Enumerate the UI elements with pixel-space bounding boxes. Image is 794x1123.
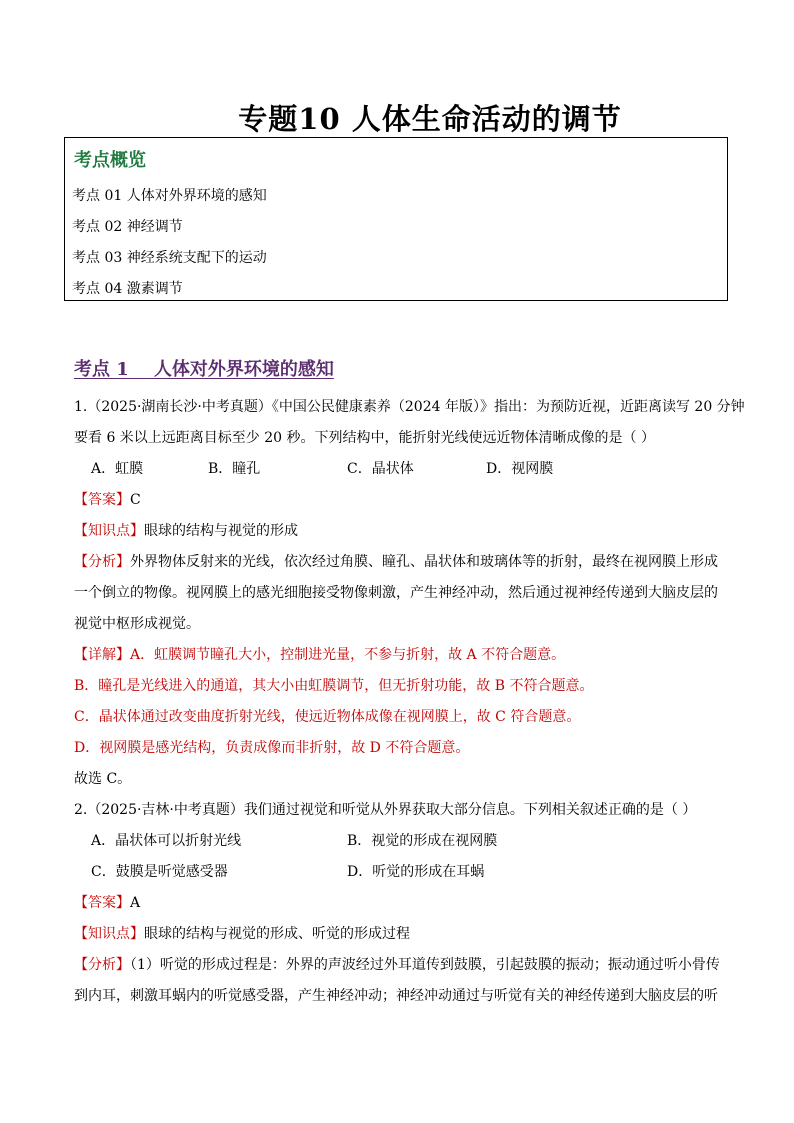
overview-item: 考点 04 激素调节 xyxy=(72,281,183,297)
analysis-line xyxy=(74,954,720,974)
analysis-text: 到内耳，刺激耳蜗内的听觉感受器，产生神经冲动；神经冲动通过与听觉有关的神经传递到大脑皮层的听 xyxy=(74,988,718,1004)
detail-tag: 【详解】 xyxy=(74,647,130,663)
answer-line xyxy=(74,892,140,912)
analysis-text: （1）听觉的形成过程是：外界的声波经过外耳道传到鼓膜，引起鼓膜的振动；振动通过听小骨传 xyxy=(130,957,720,973)
question-stem: 2.（2025·吉林·中考真题）我们通过视觉和听觉从外界获取大部分信息。下列相关叙述正确的是（ ） xyxy=(74,802,697,818)
analysis-text: 外界物体反射来的光线，依次经过角膜、瞳孔、晶状体和玻璃体等的折射，最终在视网膜上形成 xyxy=(130,554,718,570)
detail-text: D．视网膜是感光结构，负责成像而非折射，故 D 不符合题意。 xyxy=(74,740,470,756)
option: A．晶状体可以折射光线 xyxy=(91,833,242,849)
knowledge-line xyxy=(74,923,410,943)
conclusion: 故选 C。 xyxy=(74,771,132,787)
question-stem: 1.（2025·湖南长沙·中考真题）《中国公民健康素养（2024 年版）》指出：为预防近视，近距离读写 20 分钟 xyxy=(74,399,745,415)
detail-text: B．瞳孔是光线进入的通道，其大小由虹膜调节，但无折射功能，故 B 不符合题意。 xyxy=(74,678,594,694)
option: C．晶状体 xyxy=(347,461,414,477)
option: C．鼓膜是听觉感受器 xyxy=(91,864,228,880)
answer-value: C xyxy=(130,492,141,508)
analysis-tag: 【分析】 xyxy=(74,957,130,973)
overview-item: 考点 01 人体对外界环境的感知 xyxy=(72,188,267,204)
analysis-text: 视觉中枢形成视觉。 xyxy=(74,616,200,632)
option: A．虹膜 xyxy=(91,461,144,477)
overview-item: 考点 03 神经系统支配下的运动 xyxy=(72,250,267,266)
option: D．视网膜 xyxy=(486,461,554,477)
knowledge-tag: 【知识点】 xyxy=(74,523,144,539)
overview-item: 考点 02 神经调节 xyxy=(72,219,183,235)
section-heading: 考点 1 人体对外界环境的感知 xyxy=(74,359,334,380)
detail-text: C．晶状体通过改变曲度折射光线，使远近物体成像在视网膜上，故 C 符合题意。 xyxy=(74,709,581,725)
page-title: 专题10 人体生命活动的调节 xyxy=(238,102,622,136)
option: D．听觉的形成在耳蜗 xyxy=(347,864,485,880)
option: B．瞳孔 xyxy=(208,461,261,477)
knowledge-text: 眼球的结构与视觉的形成 xyxy=(144,523,298,539)
overview-heading: 考点概览 xyxy=(74,150,146,171)
answer-value: A xyxy=(130,895,141,911)
answer-line xyxy=(74,489,141,509)
analysis-line xyxy=(74,551,718,571)
detail-line xyxy=(74,644,565,664)
analysis-tag: 【分析】 xyxy=(74,554,130,570)
answer-tag: 【答案】 xyxy=(74,492,130,508)
overview-box xyxy=(64,137,728,301)
answer-tag: 【答案】 xyxy=(74,895,130,911)
detail-text: A．虹膜调节瞳孔大小，控制进光量，不参与折射，故 A 不符合题意。 xyxy=(130,647,566,663)
analysis-text: 一个倒立的物像。视网膜上的感光细胞接受物像刺激，产生神经冲动，然后通过视神经传递到大脑皮层的 xyxy=(74,585,718,601)
knowledge-line xyxy=(74,520,298,540)
knowledge-text: 眼球的结构与视觉的形成、听觉的形成过程 xyxy=(144,926,410,942)
knowledge-tag: 【知识点】 xyxy=(74,926,144,942)
option: B．视觉的形成在视网膜 xyxy=(347,833,498,849)
question-stem: 要看 6 米以上远距离目标至少 20 秒。下列结构中，能折射光线使远近物体清晰成像的是（ ） xyxy=(74,430,655,446)
